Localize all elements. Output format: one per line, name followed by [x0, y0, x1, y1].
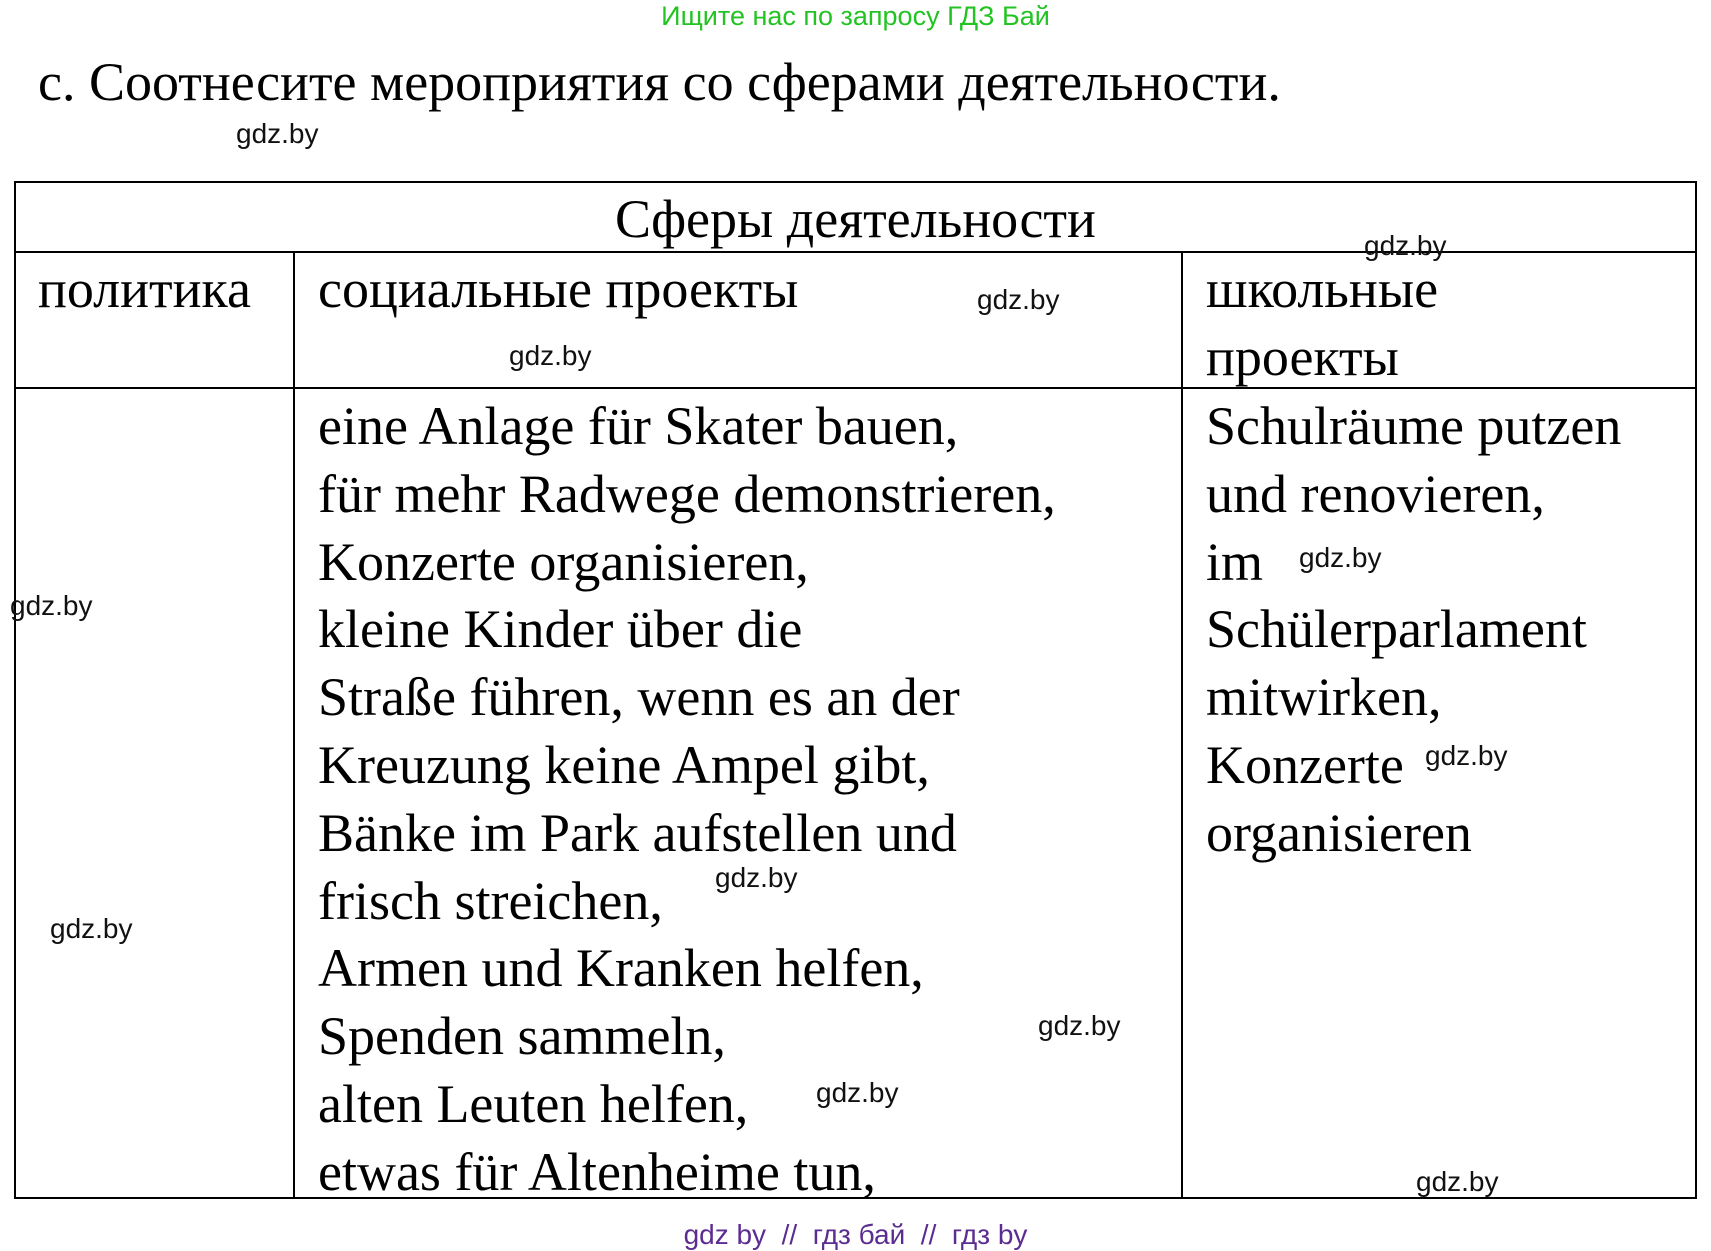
watermark: gdz.by: [10, 590, 93, 621]
watermark: gdz.by: [1425, 740, 1508, 771]
list-item: Kreuzung keine Ampel gibt,: [318, 734, 930, 795]
column-header-school-projects: [1206, 255, 1438, 391]
list-item: Konzerte organisieren,: [318, 531, 809, 592]
list-item: Spenden sammeln,: [318, 1006, 726, 1067]
column-divider-1: [293, 251, 295, 1199]
watermark: gdz.by: [509, 340, 592, 371]
list-item: Schülerparlament: [1206, 599, 1587, 660]
column-header-divider: [14, 387, 1697, 389]
task-title: с. Соотнесите мероприятия со сферами деятельности.: [38, 52, 1281, 112]
watermark: gdz.by: [715, 862, 798, 893]
watermark: gdz.by: [1299, 542, 1382, 573]
column-header-line: школьные: [1206, 259, 1439, 319]
watermark: gdz.by: [977, 284, 1060, 315]
list-item: kleine Kinder über die: [318, 599, 803, 660]
list-item: im: [1206, 531, 1264, 592]
cell-school-projects: [1206, 393, 1621, 868]
list-item: etwas für Altenheime tun,: [318, 1141, 876, 1202]
list-item: und renovieren,: [1206, 463, 1545, 524]
list-item: Armen und Kranken helfen,: [318, 938, 924, 999]
list-item: Bänke im Park aufstellen und: [318, 802, 957, 863]
list-item: frisch streichen,: [318, 870, 663, 931]
list-item: organisieren: [1206, 802, 1472, 863]
list-item: mitwirken,: [1206, 667, 1442, 728]
list-item: für mehr Radwege demonstrieren,: [318, 463, 1056, 524]
column-header-social-projects: социальные проекты: [318, 259, 799, 319]
watermark: gdz.by: [1038, 1010, 1121, 1041]
watermark: gdz.by: [50, 913, 133, 944]
watermark: gdz.by: [816, 1077, 899, 1108]
watermark: gdz.by: [1364, 230, 1447, 261]
watermark: gdz.by: [236, 118, 319, 149]
column-divider-2: [1181, 251, 1183, 1199]
column-header-politics: политика: [38, 259, 251, 319]
list-item: alten Leuten helfen,: [318, 1073, 749, 1134]
list-item: Straße führen, wenn es an der: [318, 667, 960, 728]
list-item: Schulräume putzen: [1206, 396, 1622, 456]
cell-social-projects: [318, 393, 1056, 1207]
table-header: Сферы деятельности: [615, 189, 1096, 249]
watermark: gdz.by: [1416, 1166, 1499, 1197]
footer: gdz by // гдз бай // гдз by: [683, 1219, 1028, 1250]
top-banner: Ищите нас по запросу ГДЗ Бай: [661, 1, 1050, 31]
list-item: eine Anlage für Skater bauen,: [318, 396, 959, 456]
column-header-line: проекты: [1206, 327, 1399, 387]
list-item: Konzerte: [1206, 734, 1404, 795]
